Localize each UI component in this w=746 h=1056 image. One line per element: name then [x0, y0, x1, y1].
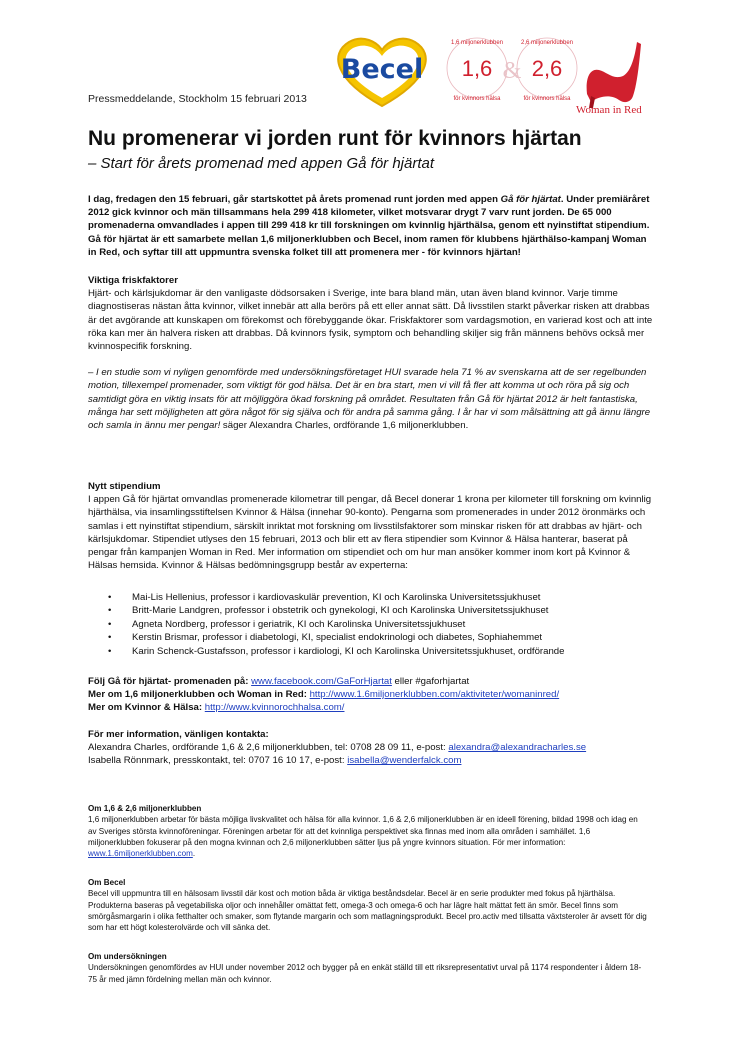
miljonerklubben-link[interactable]: www.1.6miljonerklubben.com — [88, 849, 193, 859]
contact-block — [88, 728, 654, 768]
dateline: Pressmeddelande, Stockholm 15 februari 2013 — [88, 93, 307, 105]
lead-paragraph — [88, 193, 654, 259]
follow-label: Följ Gå för hjärtat- promenaden på: — [88, 676, 249, 687]
list-item — [108, 631, 668, 644]
about-becel — [88, 877, 648, 933]
list-item — [108, 591, 668, 604]
about-survey — [88, 951, 648, 985]
club-logo-right-arc-bottom: för kvinnors hälsa — [523, 96, 571, 102]
quote-attribution: säger Alexandra Charles, ordförande 1,6 miljonerklubben. — [220, 420, 469, 432]
becel-logo-text: Becel — [340, 54, 424, 85]
expert-list — [108, 591, 668, 658]
email-link-1[interactable]: alexandra@alexandracharles.se — [448, 742, 587, 754]
becel-logo — [327, 32, 437, 110]
about-text: 1,6 miljonerklubben arbetar för bästa möjliga livskvalitet och hälsa för alla kvinnor. 1,6 & 2,6 miljonerklubben är en ideell förening, bildad 1998 och idag en av Sveriges största kvinnoföreningar. Föreningen arbetar för att det kvinnliga perspektivet ska finnas med inom alla områden i samhället. 1,6 miljonerklubben fokuserar på den mogna kvinnan och 2,6 miljonerklubben sätter ljus på yngre kvinnors situation. För mer information: — [88, 815, 638, 847]
quote-italic: – I en studie som vi nyligen genomförde med undersökningsföretaget HUI svarade hela 71 % av svenskarna att de ser regelbunden motion, tillexempel promenader, som viktigt för god hälsa. Det är en bra start, men vi vill få fler att komma ut och röra på sig och samtidigt göra en viktig insats för att möjliggöra ökad forskning på området. Resultaten från Gå för hjärtat 2012 är helt fantastiska, många har sett möjligheten att göra något för sig själva och för andra på samma gång. I år har vi som målsättning att gå ännu längre och samla in ännu mer pengar! — [88, 367, 651, 432]
expert-name: Karin Schenck-Gustafsson, professor i kardiologi, KI och Karolinska Universitetssjukhuset, ordförande — [132, 645, 565, 657]
lead-app-name: Gå för hjärtat — [500, 194, 561, 205]
club-logo-right-arc-top: 2,6 miljonerklubben — [520, 40, 574, 46]
section-text: Hjärt- och kärlsjukdomar är den vanligaste dödsorsaken i Sverige, inte bara bland män, utan även bland kvinnor. Varje timme diagnostiseras nästan åtta kvinnor, vilket innebär att alla berörs på ett eller annat sätt. Då livsstilen starkt påverkar risken att drabbas är det avgörande att kunskapen om förekomst och förebyggande ökar. Friskfaktorer som vardagsmotion, en varierad kost och att inte röka kan mer än halvera risken att drabbas. Då kvinnors fysik, symptom och behandling skiljer sig från männens behövs också mer kvinnospecifik forskning. — [88, 288, 653, 353]
follow-suffix: eller #gaforhjartat — [391, 676, 470, 687]
bullet: • — [108, 592, 112, 603]
about-heading: Om Becel — [88, 878, 126, 887]
miljonerklubben-logo — [439, 22, 589, 114]
club-logo-left-arc-top: 1,6 miljonerklubben — [450, 40, 504, 46]
expert-name: Agneta Nordberg, professor i geriatrik, KI och Karolinska Universitetssjukhuset — [132, 618, 466, 630]
section-stipendium — [88, 480, 654, 572]
about-heading: Om undersökningen — [88, 952, 167, 961]
red-shoe-icon — [577, 36, 647, 112]
club-link[interactable]: http://www.1.6miljonerklubben.com/aktiviteter/womaninred/ — [309, 689, 560, 701]
lead-text-2: . Under premiäråret 2012 gick kvinnor och män tillsammans hela 299 418 kilometer, vilket motsvarar drygt 7 varv runt jorden. De 65 000 promenaderna omvandlades i appen till 299 418 kr till forskningen om kvinnlig hjärthälsa, genom ett nyinstiftat stipendium. Gå för hjärtat är ett samarbete mellan 1,6 miljonerklubben och Becel, inom ramen för klubbens hjärthälso-kampanj Woman in Red, och syftar till att uppmuntra svenska folket till att promenera mer - för kvinnors hjärtan! — [88, 194, 650, 258]
about-text: Becel vill uppmuntra till en hälsosam livsstil där kost och motion båda är viktiga beståndsdelar. Becel är en serie produkter med fokus på hjärthälsa. Produkterna baseras på vegetabiliska oljor och innehåller omättat fett, omega-3 och omega-6 och har lägre halt mättat fett än smör. Becel finns som smörgåsmargarin i olika fetthalter och smaker, som flytande margarin och som matlagningsprodukt. Becel pro.activ med tillsatta växtsteroler är avsett för dig som har ett högt kolesterolvärde och vill sänka det. — [88, 889, 647, 933]
kvinnor-link[interactable]: http://www.kvinnorochhalsa.com/ — [204, 702, 345, 714]
expert-name: Britt-Marie Landgren, professor i obstetrik och gynekologi, KI och Karolinska Universitetssjukhuset — [132, 605, 549, 617]
about-suffix: . — [192, 849, 196, 859]
club-logo-left-arc-bottom: för kvinnors hälsa — [453, 96, 501, 102]
woman-in-red-logo-text: Woman in Red — [576, 104, 642, 116]
bullet: • — [108, 618, 112, 630]
bullet: • — [108, 632, 112, 644]
section-text: I appen Gå för hjärtat omvandlas promenerade kilometrar till pengar, då Becel donerar 1 krona per kilometer till forskning om kvinnlig hjärthälsa, via insamlingsstiftelsen Kvinnor & Hälsa (innehar 90-konto). Pengarna som promenerades in under 2012 öronmärks och samlas i ett nyinstiftat stipendium, särskilt inriktat mot forskning om livsstilsfaktorer som minskar risken för att drabbas av hjärt- och kärlsjukdomar. Stipendiet utlyses den 15 februari, 2013 och blir ett av flera stipendier som Kvinnor & Hälsa hanterar, baserat på pengar från kampanjen Woman in Red. Mer information om stipendiet och om hur man ansöker kommer inom kort på Kvinnor & Hälsas hemsida. Kvinnor & Hälsas bedömningsgrupp består av experterna: — [88, 494, 652, 572]
club-logo-left-number: 1,6 — [461, 56, 493, 81]
about-heading: Om 1,6 & 2,6 miljonerklubben — [88, 804, 202, 813]
links-block — [88, 675, 654, 715]
contact-line-2: Isabella Rönnmark, presskontakt, tel: 0707 16 10 17, e-post: — [88, 755, 348, 767]
club-label: Mer om 1,6 miljonerklubben och Woman in Red: — [88, 689, 307, 701]
section-heading: Nytt stipendium — [88, 481, 161, 492]
logo-row — [325, 22, 725, 114]
email-link-2[interactable]: isabella@wenderfalck.com — [347, 755, 462, 767]
list-item — [108, 618, 668, 631]
kvinnor-label: Mer om Kvinnor & Hälsa: — [88, 702, 203, 714]
list-item — [108, 645, 668, 658]
page-title: Nu promenerar vi jorden runt för kvinnors hjärtan — [88, 127, 582, 150]
about-text: Undersökningen genomfördes av HUI under november 2012 och bygger på en enkät ställd till ett riksrepresentativt urval på 1174 respondenter i åldern 18-75 år med jämn fördelning mellan män och kvinnor. — [88, 963, 642, 984]
club-logo-right-number: 2,6 — [531, 56, 563, 81]
bullet: • — [108, 645, 112, 657]
page-subtitle: – Start för årets promenad med appen Gå för hjärtat — [88, 155, 435, 172]
list-item — [108, 604, 668, 617]
section-heading: Viktiga friskfaktorer — [88, 275, 178, 286]
club-logo-ampersand: & — [502, 58, 522, 84]
contact-line-1: Alexandra Charles, ordförande 1,6 & 2,6 miljonerklubben, tel: 0708 28 09 11, e-post: — [88, 742, 449, 754]
expert-name: Mai-Lis Hellenius, professor i kardiovaskulär prevention, KI och Karolinska Universitetssjukhuset — [132, 592, 541, 603]
section-friskfaktorer — [88, 274, 654, 432]
facebook-link[interactable]: www.facebook.com/GaForHjartat — [251, 676, 392, 687]
lead-text-1: I dag, fredagen den 15 februari, går startskottet på årets promenad runt jorden med appen — [88, 194, 501, 205]
quote-paragraph — [88, 366, 654, 432]
expert-name: Kerstin Brismar, professor i diabetologi, KI, specialist endokrinologi och diabetes, Sophiahemmet — [132, 632, 543, 644]
contact-heading: För mer information, vänligen kontakta: — [88, 729, 269, 740]
bullet: • — [108, 605, 112, 617]
about-miljonerklubben — [88, 803, 648, 859]
